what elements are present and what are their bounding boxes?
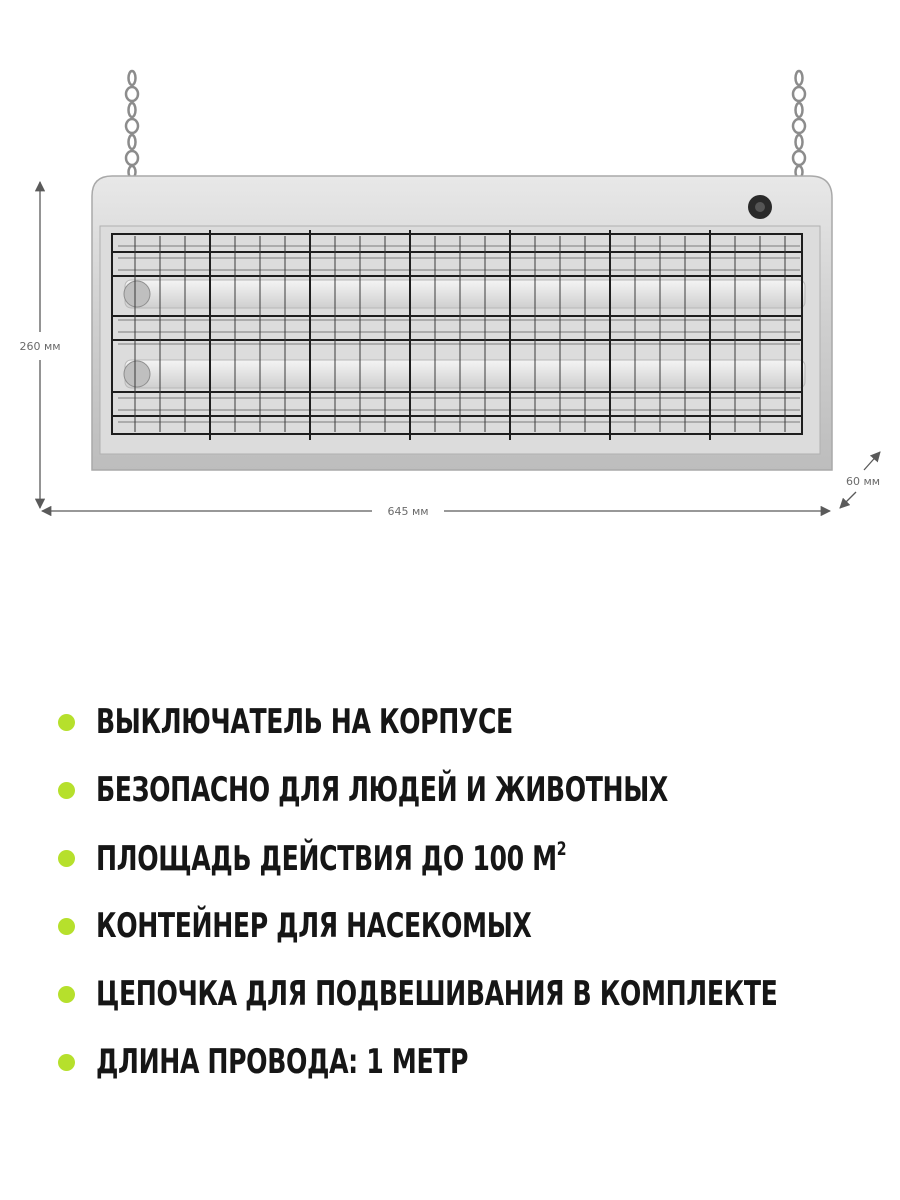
right-chain	[793, 71, 805, 178]
height-dimension	[19, 182, 60, 508]
feature-text: БЕЗОПАСНО ДЛЯ ЛЮДЕЙ И ЖИВОТНЫХ	[96, 770, 668, 810]
feature-list	[58, 688, 888, 1096]
feature-text: ПЛОЩАДЬ ДЕЙСТВИЯ ДО 100 М	[96, 838, 557, 879]
power-switch-icon	[748, 195, 772, 219]
feature-text-wrap	[96, 838, 566, 879]
feature-text: КОНТЕЙНЕР ДЛЯ НАСЕКОМЫХ	[96, 906, 532, 946]
height-label: 260 мм	[19, 340, 61, 353]
depth-dimension	[840, 452, 880, 508]
bullet-dot-icon	[58, 986, 75, 1003]
bullet-dot-icon	[58, 782, 75, 799]
feature-item	[58, 756, 888, 824]
depth-label: 60 мм	[845, 475, 881, 488]
feature-item	[58, 960, 888, 1028]
device-housing	[92, 176, 832, 470]
bullet-dot-icon	[58, 714, 75, 731]
bullet-dot-icon	[58, 918, 75, 935]
width-label: 645 мм	[387, 505, 429, 518]
feature-item	[58, 688, 888, 756]
bullet-dot-icon	[58, 1054, 75, 1071]
feature-text: ЦЕПОЧКА ДЛЯ ПОДВЕШИВАНИЯ В КОМПЛЕКТЕ	[96, 974, 778, 1014]
superscript: 2	[556, 837, 567, 860]
left-chain	[126, 71, 138, 178]
feature-item	[58, 824, 888, 892]
feature-item	[58, 1028, 888, 1096]
feature-item	[58, 892, 888, 960]
width-dimension	[42, 505, 830, 518]
bullet-dot-icon	[58, 850, 75, 867]
feature-text: ДЛИНА ПРОВОДА: 1 МЕТР	[96, 1042, 469, 1082]
feature-text: ВЫКЛЮЧАТЕЛЬ НА КОРПУСЕ	[96, 702, 513, 742]
